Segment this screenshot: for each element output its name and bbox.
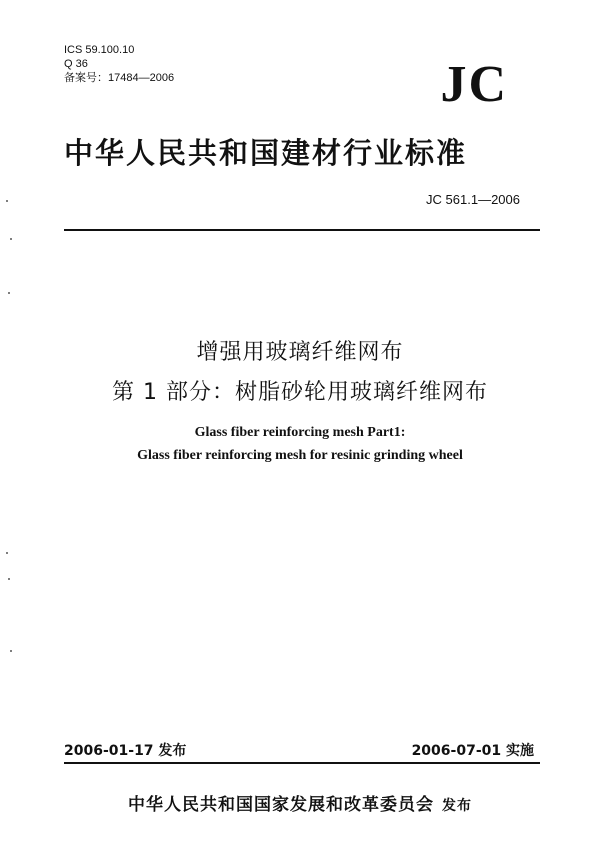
title-chinese-part: 第 1 部分：树脂砂轮用玻璃纤维网布 bbox=[112, 380, 488, 405]
classification-block bbox=[64, 43, 174, 85]
publisher-name: 中华人民共和国国家发展和改革委员会 bbox=[128, 795, 434, 815]
implementation-date: 2006-07-01 实施 bbox=[411, 743, 534, 759]
bottom-divider bbox=[64, 762, 540, 764]
title-english-main: Glass fiber reinforcing mesh Part1: bbox=[194, 425, 406, 440]
scan-speck bbox=[8, 292, 10, 294]
ccs-code: Q 36 bbox=[64, 58, 88, 70]
publish-action: 发布 bbox=[442, 798, 472, 814]
scan-speck bbox=[6, 200, 8, 202]
top-divider bbox=[64, 229, 540, 231]
title-chinese-main: 增强用玻璃纤维网布 bbox=[196, 340, 404, 365]
scan-speck bbox=[8, 578, 10, 580]
standard-number: JC 561.1—2006 bbox=[426, 192, 520, 207]
issue-date: 2006-01-17 发布 bbox=[64, 743, 187, 759]
publisher-line bbox=[0, 790, 600, 815]
scan-speck bbox=[10, 650, 12, 652]
scan-speck bbox=[10, 238, 12, 240]
record-number: 备案号：17484—2006 bbox=[64, 72, 175, 84]
jc-logo: JC bbox=[440, 56, 508, 113]
industry-standard-title: 中华人民共和国建材行业标准 bbox=[64, 136, 468, 170]
ics-code: ICS 59.100.10 bbox=[64, 44, 135, 56]
title-english-part: Glass fiber reinforcing mesh for resinic grinding wheel bbox=[137, 448, 463, 463]
scan-speck bbox=[6, 552, 8, 554]
